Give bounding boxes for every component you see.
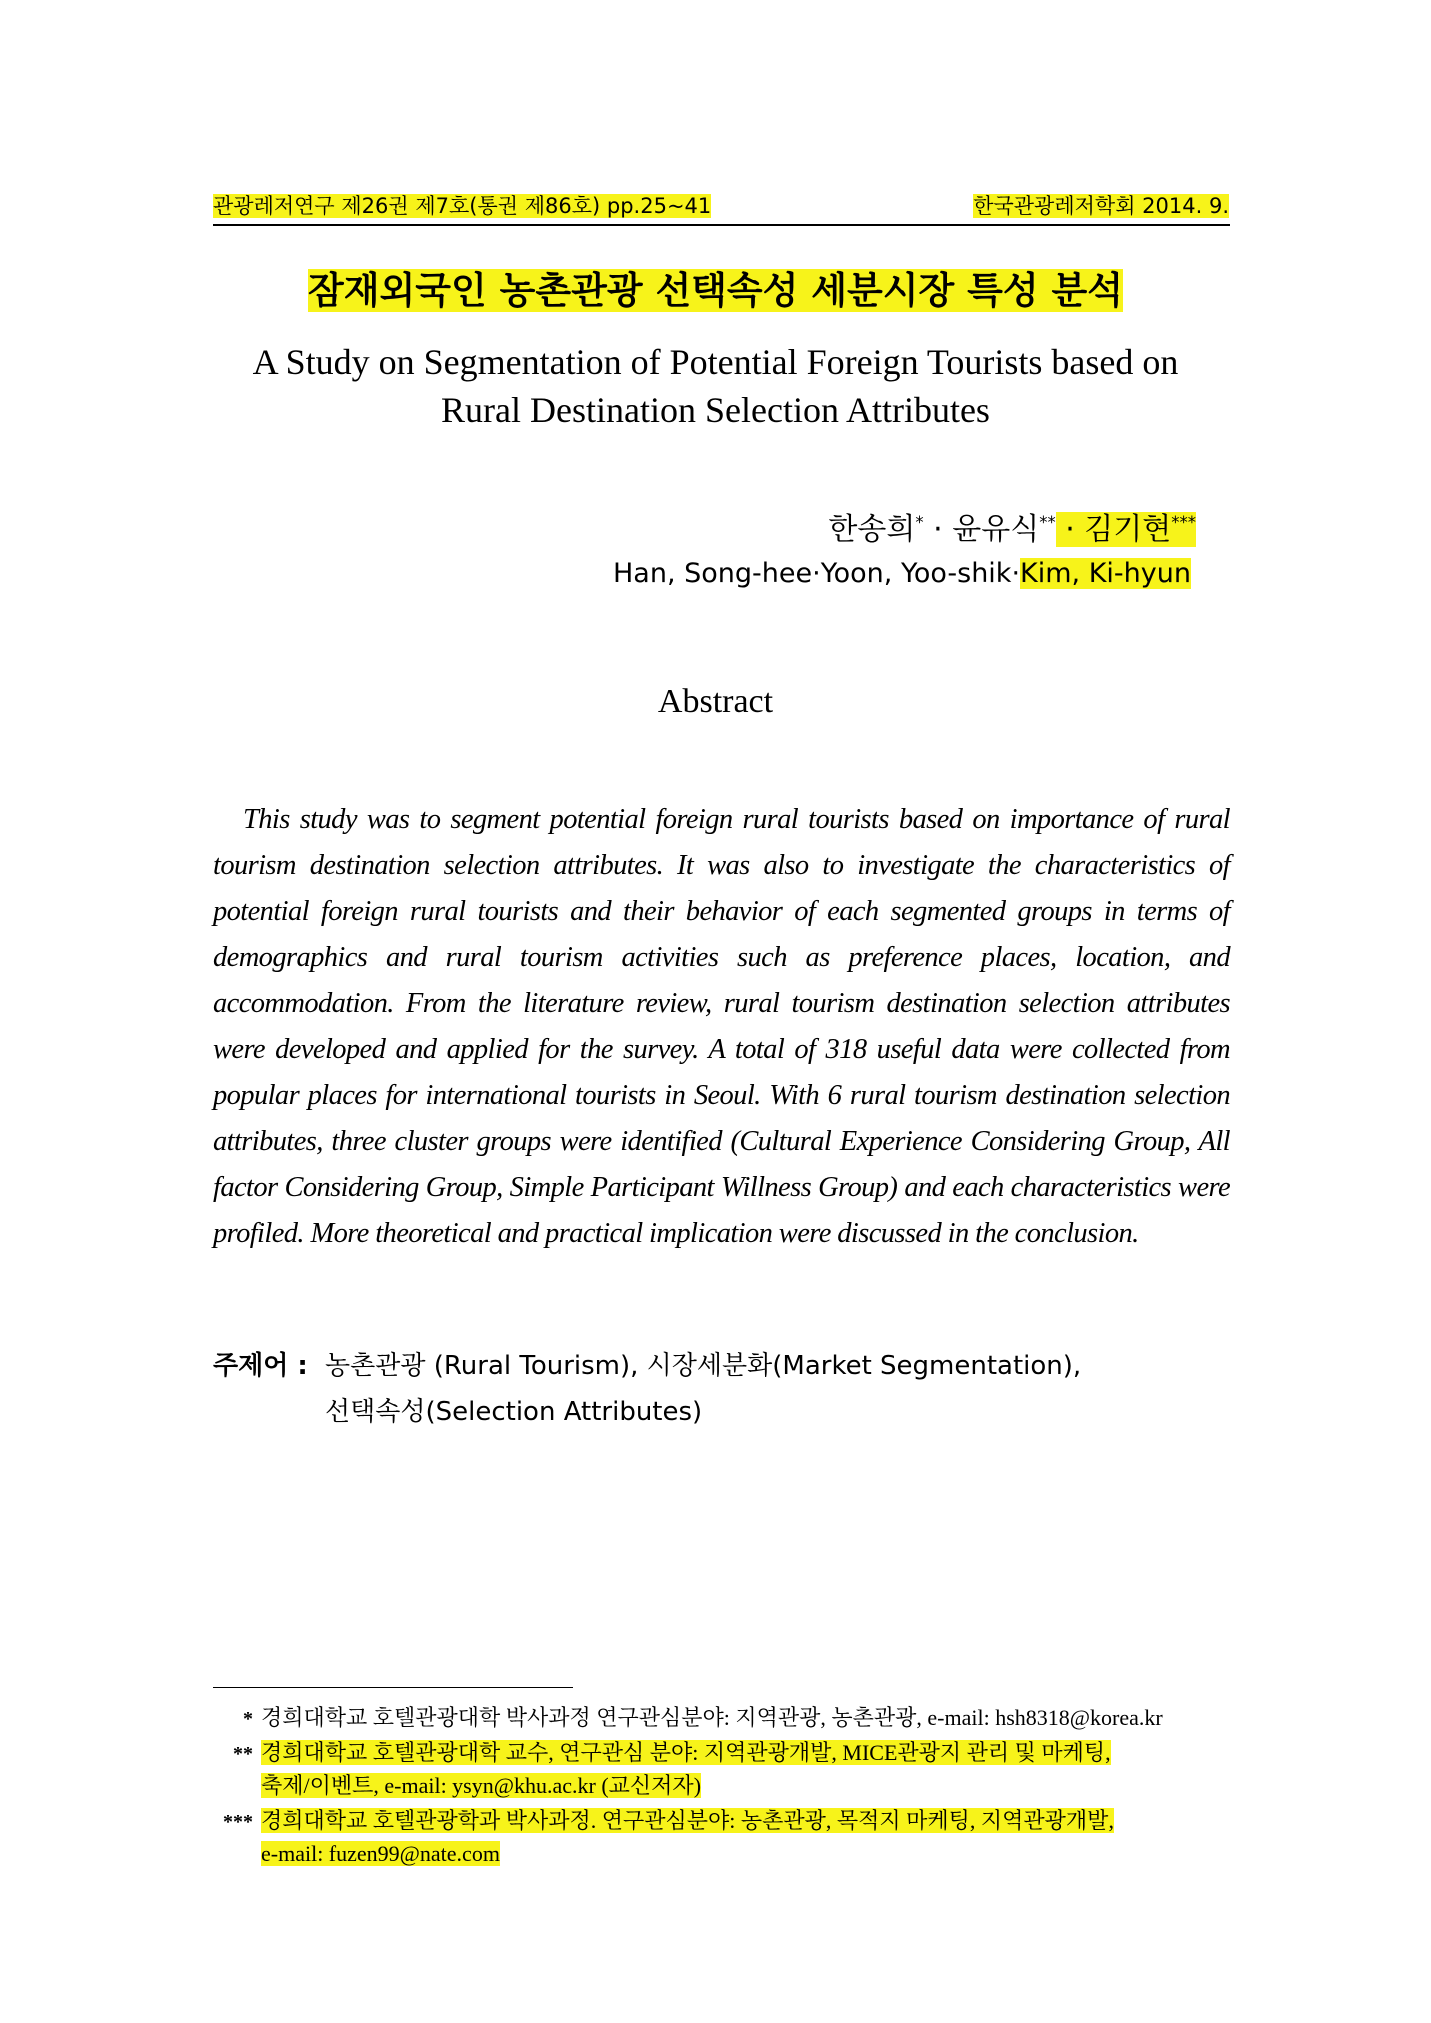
authors-korean xyxy=(828,504,1196,548)
author-2-mark: ** xyxy=(1039,513,1056,532)
author-2-en: Yoon, Yoo-shik xyxy=(820,558,1012,589)
author-2-ko: 윤유식 xyxy=(952,512,1040,547)
authors-english xyxy=(613,558,1191,589)
author-sep-1: · xyxy=(923,512,953,547)
header-rule xyxy=(213,224,1230,226)
author-en-sep-1: · xyxy=(812,558,821,589)
footnote-3-mark: *** xyxy=(223,1811,253,1833)
footnote-2-text-1: 경희대학교 호텔관광대학 교수, 연구관심 분야: 지역관광개발, MICE관광지 관리 및 마케팅, xyxy=(261,1740,1111,1765)
footnote-1-text: 경희대학교 호텔관광대학 박사과정 연구관심분야: 지역관광, 농촌관광, e-mail: hsh8318@korea.kr xyxy=(261,1705,1163,1730)
publisher-date xyxy=(973,190,1229,220)
journal-citation xyxy=(213,190,711,220)
title-korean xyxy=(0,260,1431,314)
abstract-heading: Abstract xyxy=(657,683,774,720)
author-1-en: Han, Song-hee xyxy=(613,558,813,589)
keywords-label: 주제어 : xyxy=(213,1351,308,1381)
author-3-en: Kim, Ki-hyun xyxy=(1020,558,1191,589)
journal-citation-text: 관광레저연구 제26권 제7호(통권 제86호) pp.25~41 xyxy=(213,194,712,218)
footnote-1 xyxy=(213,1702,1230,1735)
author-sep-2: · xyxy=(1055,512,1085,547)
footnote-2-text-2: 축제/이벤트, e-mail: ysyn@khu.ac.kr (교신저자) xyxy=(261,1773,702,1798)
keywords xyxy=(213,1343,1081,1435)
author-3-highlight xyxy=(1056,512,1196,547)
footnote-3-text-2: e-mail: fuzen99@nate.com xyxy=(261,1841,500,1866)
footnote-2-mark: ** xyxy=(233,1743,253,1765)
footnote-3 xyxy=(213,1805,1230,1870)
keywords-line2 xyxy=(213,1389,1081,1435)
title-english-line1: A Study on Segmentation of Potential Foreign Tourists based on xyxy=(252,342,1179,382)
author-1-ko: 한송희 xyxy=(828,512,916,547)
author-1-mark: * xyxy=(915,513,924,532)
title-english xyxy=(200,338,1231,434)
keywords-line1 xyxy=(213,1343,1081,1389)
title-english-line2: Rural Destination Selection Attributes xyxy=(441,390,990,430)
title-korean-text: 잠재외국인 농촌관광 선택속성 세분시장 특성 분석 xyxy=(308,269,1123,312)
footnote-2 xyxy=(213,1737,1230,1802)
author-en-sep-2: · xyxy=(1011,558,1021,589)
keywords-text-1: 농촌관광 (Rural Tourism), 시장세분화(Market Segmentation), xyxy=(325,1351,1082,1381)
keywords-text-2: 선택속성(Selection Attributes) xyxy=(325,1397,703,1427)
abstract-body: This study was to segment potential foreign rural tourists based on importance of rural tourism destination selection attributes. It was also to investigate the characteristics of potential foreign rural tourists and their behavior of each segmented groups in terms of demographics and rural tourism activities such as preference places, location, and accommodation. From the literature review, rural tourism destination selection attributes were developed and applied for the survey. A total of 318 useful data were collected from popular places for international tourists in Seoul. With 6 rural tourism destination selection attributes, three cluster groups were identified (Cultural Experience Considering Group, All factor Considering Group, Simple Participant Willness Group) and each characteristics were profiled. More theoretical and practical implication were discussed in the conclusion. xyxy=(213,804,1230,1249)
footnote-1-mark: * xyxy=(243,1708,253,1730)
footnote-rule xyxy=(213,1687,573,1688)
author-3-ko: 김기현 xyxy=(1084,512,1172,547)
footnote-3-text-1: 경희대학교 호텔관광학과 박사과정. 연구관심분야: 농촌관광, 목적지 마케팅, 지역관광개발, xyxy=(261,1808,1114,1833)
author-3-mark: *** xyxy=(1171,513,1196,532)
publisher-date-text: 한국관광레저학회 2014. 9. xyxy=(973,194,1229,218)
